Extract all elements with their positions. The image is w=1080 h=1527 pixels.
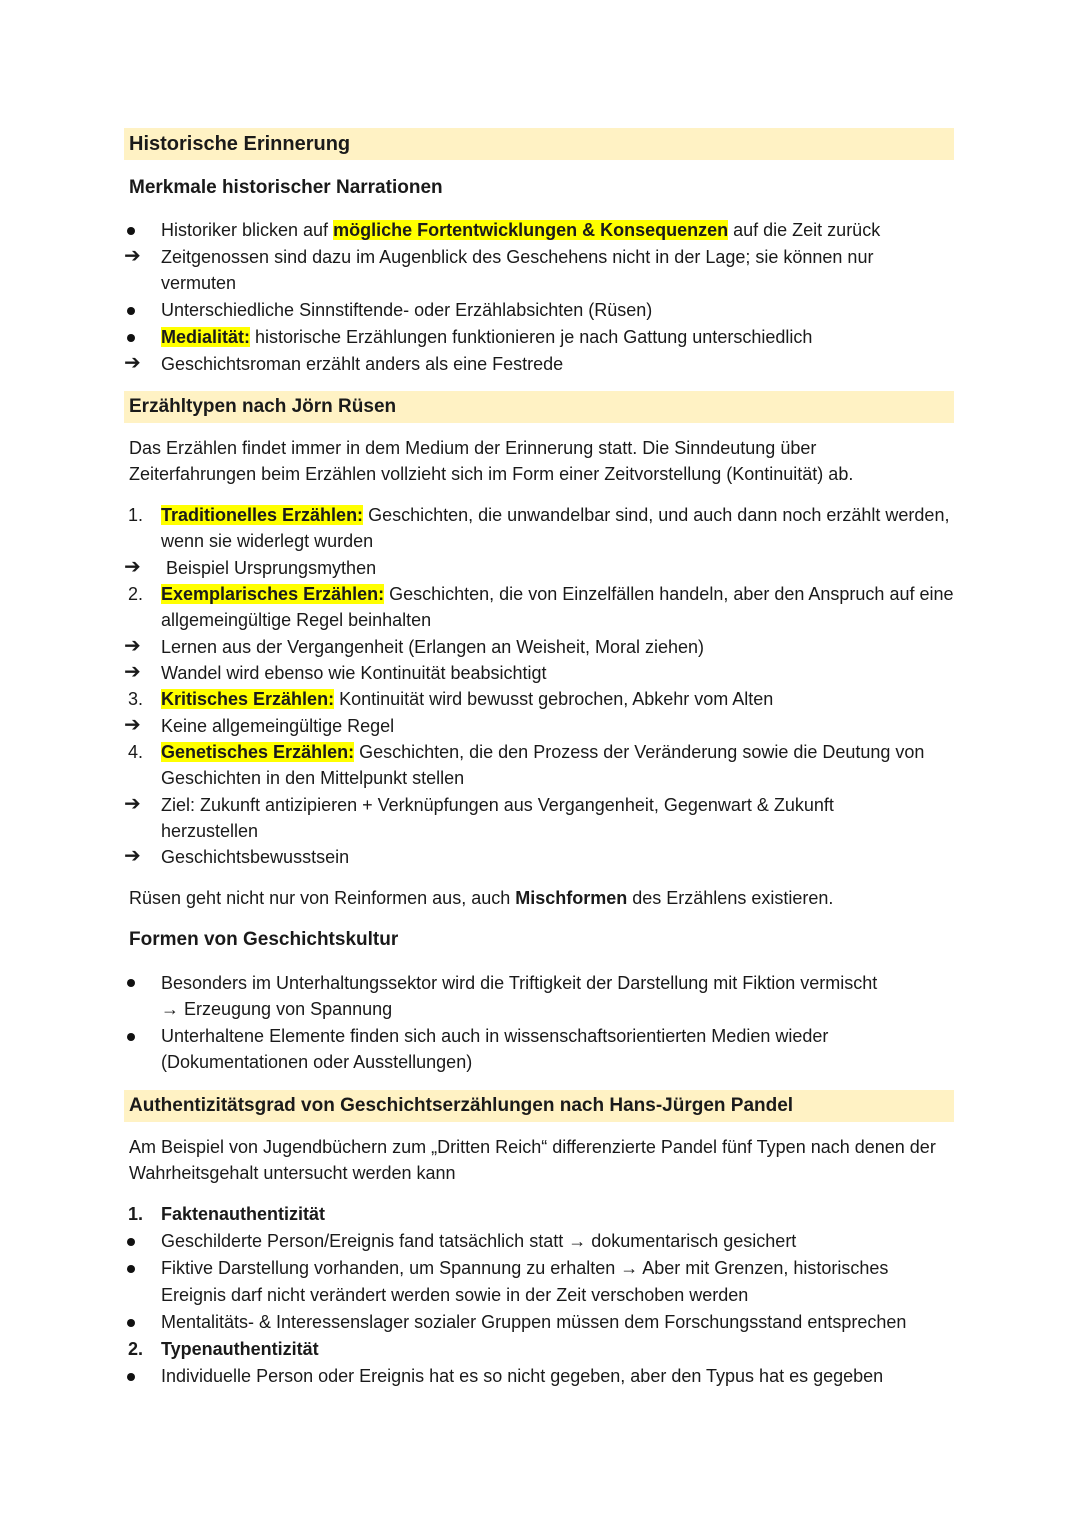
- paragraph: Am Beispiel von Jugendbüchern zum „Dritten Reich“ differenzierte Pandel fünf Typen nach denen der: [129, 1137, 936, 1157]
- list-item: Genetisches Erzählen: Geschichten, die den Prozess der Veränderung sowie die Deutung von: [161, 742, 925, 762]
- list-item: Traditionelles Erzählen: Geschichten, die unwandelbar sind, und auch dann noch erzählt werden,: [161, 505, 950, 525]
- bullet-icon: [127, 334, 135, 342]
- paragraph: Das Erzählen findet immer in dem Medium der Erinnerung statt. Die Sinndeutung über: [129, 438, 817, 458]
- list-item-continuation: Ereignis darf nicht verändert werden sowie in der Zeit verschoben werden: [161, 1285, 749, 1305]
- bullet-icon: [127, 307, 135, 315]
- list-item: Ziel: Zukunft antizipieren + Verknüpfungen aus Vergangenheit, Gegenwart & Zukunft: [161, 795, 834, 815]
- list-item-continuation: (Dokumentationen oder Ausstellungen): [161, 1052, 473, 1072]
- section-heading-authentizitaetsgrad: Authentizitätsgrad von Geschichtserzählungen nach Hans-Jürgen Pandel: [129, 1095, 794, 1116]
- list-item: Exemplarisches Erzählen: Geschichten, die von Einzelfällen handeln, aber den Anspruch auf eine: [161, 584, 954, 604]
- list-item: Besonders im Unterhaltungssektor wird die Triftigkeit der Darstellung mit Fiktion vermischt: [161, 973, 878, 993]
- paragraph: Rüsen geht nicht nur von Reinformen aus, auch Mischformen des Erzählens existieren.: [129, 888, 834, 908]
- list-item-continuation: Geschichten in den Mittelpunkt stellen: [161, 768, 465, 788]
- arrow-icon: ➔: [124, 845, 141, 867]
- arrow-icon: ➔: [124, 661, 141, 683]
- arrow-icon: ➔: [124, 245, 141, 267]
- bullet-icon: [127, 227, 135, 235]
- list-item: Lernen aus der Vergangenheit (Erlangen an Weisheit, Moral ziehen): [161, 637, 705, 657]
- section-heading-historische-erinnerung: Historische Erinnerung: [129, 133, 351, 155]
- list-item-continuation: wenn sie widerlegt wurden: [161, 531, 374, 551]
- list-item-continuation: vermuten: [161, 273, 237, 293]
- list-item: Historiker blicken auf mögliche Fortentwicklungen & Konsequenzen auf die Zeit zurück: [161, 220, 881, 240]
- list-item-continuation: → Erzeugung von Spannung: [161, 999, 393, 1019]
- bullet-icon: [127, 979, 135, 987]
- list-number: 2.: [128, 584, 144, 604]
- list-item: Kritisches Erzählen: Kontinuität wird bewusst gebrochen, Abkehr vom Alten: [161, 689, 774, 709]
- list-item: Wandel wird ebenso wie Kontinuität beabsichtigt: [161, 663, 547, 683]
- list-item: Unterhaltene Elemente finden sich auch in wissenschaftsorientierten Medien wieder: [161, 1026, 829, 1046]
- paragraph: Zeiterfahrungen beim Erzählen vollzieht sich im Form einer Zeitvorstellung (Kontinuität) ab.: [129, 464, 854, 484]
- list-item-title: Typenauthentizität: [161, 1339, 319, 1359]
- bullet-icon: [127, 1319, 135, 1327]
- list-item: Beispiel Ursprungsmythen: [166, 558, 377, 578]
- list-item: Individuelle Person oder Ereignis hat es so nicht gegeben, aber den Typus hat es gegeben: [161, 1366, 884, 1386]
- bullet-icon: [127, 1238, 135, 1246]
- list-item: Fiktive Darstellung vorhanden, um Spannung zu erhalten → Aber mit Grenzen, historisches: [161, 1258, 889, 1278]
- list-item: Medialität: historische Erzählungen funktionieren je nach Gattung unterschiedlich: [161, 327, 813, 347]
- list-number: 3.: [128, 689, 144, 709]
- list-number: 1.: [128, 505, 144, 525]
- arrow-icon: ➔: [124, 635, 141, 657]
- arrow-icon: ➔: [124, 556, 141, 578]
- list-item: Keine allgemeingültige Regel: [161, 716, 395, 736]
- arrow-icon: ➔: [124, 793, 141, 815]
- subheading-geschichtskultur: Formen von Geschichtskultur: [129, 929, 399, 950]
- subheading-merkmale: Merkmale historischer Narrationen: [129, 177, 443, 198]
- list-item: Zeitgenossen sind dazu im Augenblick des Geschehens nicht in der Lage; sie können nur: [161, 247, 874, 267]
- list-number: 4.: [128, 742, 144, 762]
- list-item-continuation: herzustellen: [161, 821, 259, 841]
- bullet-icon: [127, 1033, 135, 1041]
- list-number: 1.: [128, 1204, 144, 1224]
- paragraph: Wahrheitsgehalt untersucht werden kann: [129, 1163, 456, 1183]
- bullet-icon: [127, 1373, 135, 1381]
- list-item: Geschichtsbewusstsein: [161, 847, 350, 867]
- arrow-icon: ➔: [124, 714, 141, 736]
- list-item: Geschichtsroman erzählt anders als eine Festrede: [161, 354, 564, 374]
- list-item-continuation: allgemeingültige Regel beinhalten: [161, 610, 432, 630]
- section-heading-erzaehltypen: Erzähltypen nach Jörn Rüsen: [129, 396, 397, 417]
- bullet-icon: [127, 1265, 135, 1273]
- list-item: Mentalitäts- & Interessenslager sozialer Gruppen müssen dem Forschungsstand entsprechen: [161, 1312, 907, 1332]
- arrow-icon: ➔: [124, 352, 141, 374]
- list-item-title: Faktenauthentizität: [161, 1204, 326, 1224]
- list-item: Geschilderte Person/Ereignis fand tatsächlich statt → dokumentarisch gesichert: [161, 1231, 797, 1251]
- list-number: 2.: [128, 1339, 144, 1359]
- list-item: Unterschiedliche Sinnstiftende- oder Erzählabsichten (Rüsen): [161, 300, 653, 320]
